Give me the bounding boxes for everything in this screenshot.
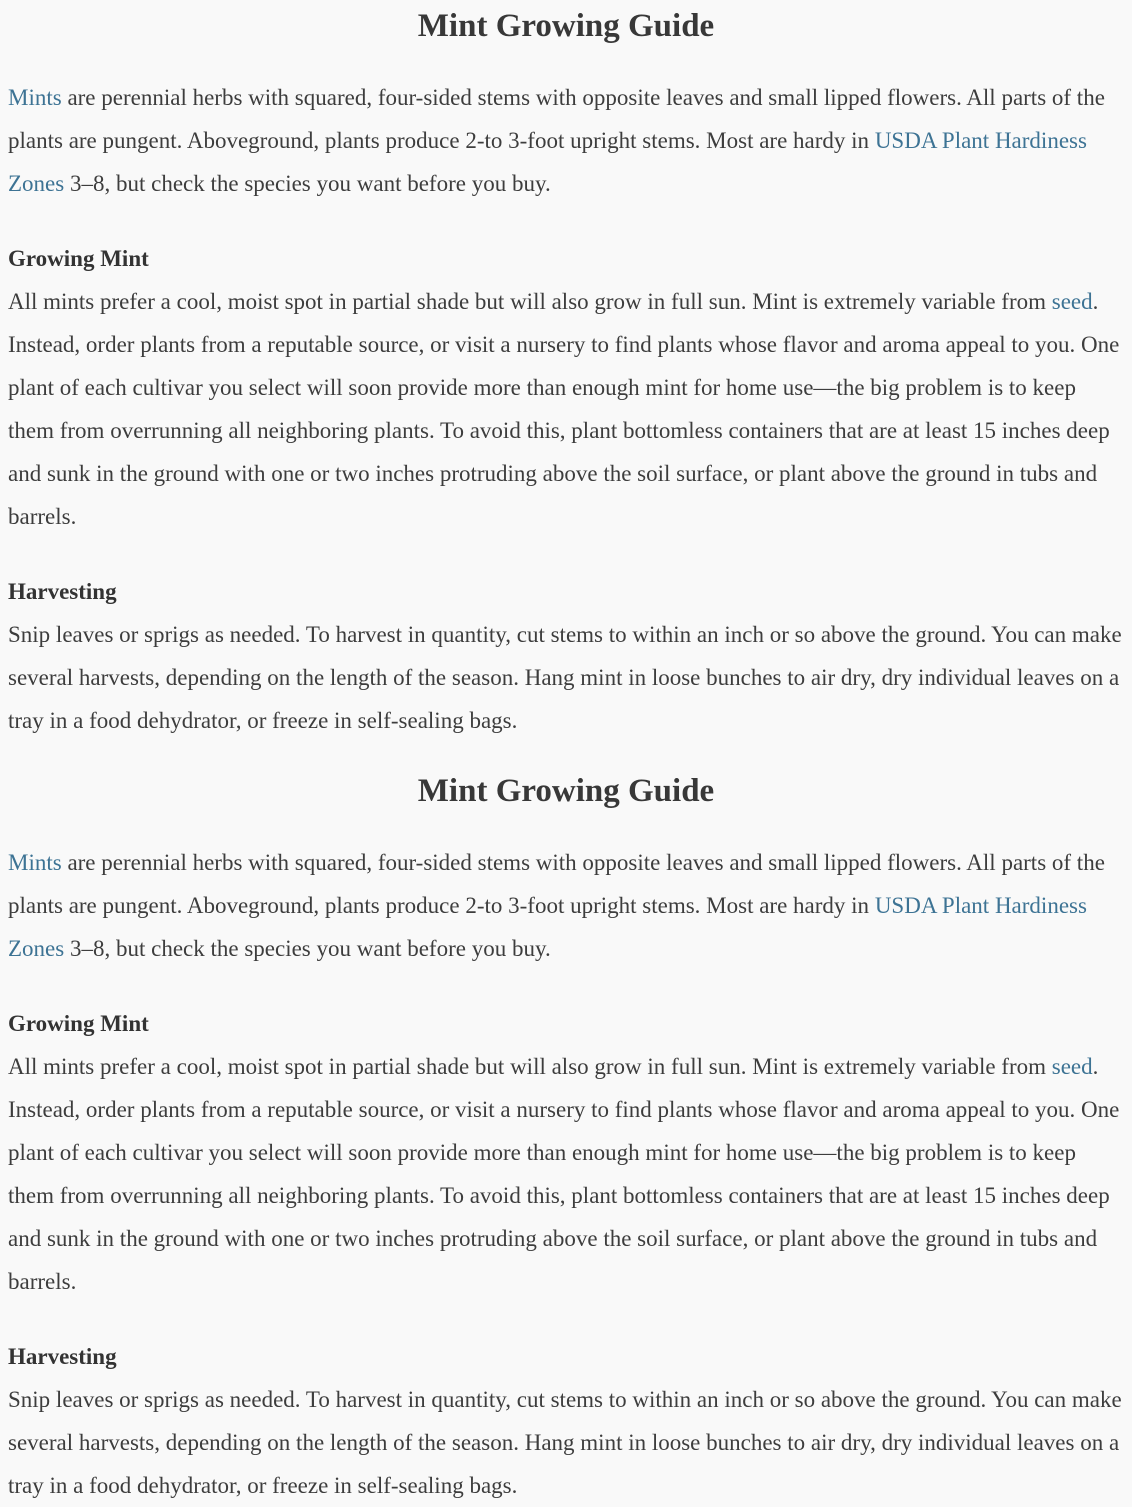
intro-text-1: are perennial herbs with squared, four-sided stems with opposite leaves and small lipped flowers. All parts of the plants are pungent. Aboveground, plants produce 2-to 3-foot upright stems. Most are hardy in	[8, 85, 1105, 153]
intro-paragraph	[8, 76, 1124, 205]
harvesting-heading: Harvesting	[8, 1344, 117, 1369]
mints-link[interactable]: Mints	[8, 85, 62, 110]
growing-text-1: All mints prefer a cool, moist spot in partial shade but will also grow in full sun. Mint is extremely variable from	[8, 289, 1052, 314]
intro-text-2: 3–8, but check the species you want before you buy.	[64, 936, 551, 961]
page-title: Mint Growing Guide	[417, 773, 715, 809]
growing-paragraph	[8, 1045, 1124, 1303]
intro-paragraph	[8, 841, 1124, 970]
seed-link[interactable]: seed	[1051, 289, 1093, 314]
growing-mint-heading: Growing Mint	[8, 246, 149, 271]
harvesting-heading: Harvesting	[8, 579, 117, 604]
mints-link[interactable]: Mints	[8, 850, 62, 875]
growing-paragraph	[8, 280, 1124, 538]
mint-guide-article-repeat	[8, 769, 1124, 1507]
usda-zones-link[interactable]: USDA Plant Hardiness Zones	[8, 128, 1087, 196]
seed-link[interactable]: seed	[1051, 1054, 1093, 1079]
growing-text-2: . Instead, order plants from a reputable source, or visit a nursery to find plants whose flavor and aroma appeal to you. One plant of each cultivar you select will soon provide more than enough mint for home use—the big problem is to keep them from overrunning all neighboring plants. To avoid this, plant bottomless containers that are at least 15 inches deep and sunk in the ground with one or two inches protruding above the soil surface, or plant above the ground in tubs and barrels.	[8, 289, 1120, 529]
page-title: Mint Growing Guide	[417, 8, 715, 44]
growing-text-2: . Instead, order plants from a reputable source, or visit a nursery to find plants whose flavor and aroma appeal to you. One plant of each cultivar you select will soon provide more than enough mint for home use—the big problem is to keep them from overrunning all neighboring plants. To avoid this, plant bottomless containers that are at least 15 inches deep and sunk in the ground with one or two inches protruding above the soil surface, or plant above the ground in tubs and barrels.	[8, 1054, 1120, 1294]
intro-text-2: 3–8, but check the species you want before you buy.	[64, 171, 551, 196]
growing-text-1: All mints prefer a cool, moist spot in partial shade but will also grow in full sun. Mint is extremely variable from	[8, 1054, 1052, 1079]
harvesting-paragraph: Snip leaves or sprigs as needed. To harvest in quantity, cut stems to within an inch or so above the ground. You can make several harvests, depending on the length of the season. Hang mint in loose bunches to air dry, dry individual leaves on a tray in a food dehydrator, or freeze in self-sealing bags.	[8, 1387, 1122, 1498]
mint-guide-article	[8, 4, 1124, 742]
usda-zones-link[interactable]: USDA Plant Hardiness Zones	[8, 893, 1087, 961]
harvesting-paragraph: Snip leaves or sprigs as needed. To harvest in quantity, cut stems to within an inch or so above the ground. You can make several harvests, depending on the length of the season. Hang mint in loose bunches to air dry, dry individual leaves on a tray in a food dehydrator, or freeze in self-sealing bags.	[8, 622, 1122, 733]
growing-mint-heading: Growing Mint	[8, 1011, 149, 1036]
intro-text-1: are perennial herbs with squared, four-sided stems with opposite leaves and small lipped flowers. All parts of the plants are pungent. Aboveground, plants produce 2-to 3-foot upright stems. Most are hardy in	[8, 850, 1105, 918]
